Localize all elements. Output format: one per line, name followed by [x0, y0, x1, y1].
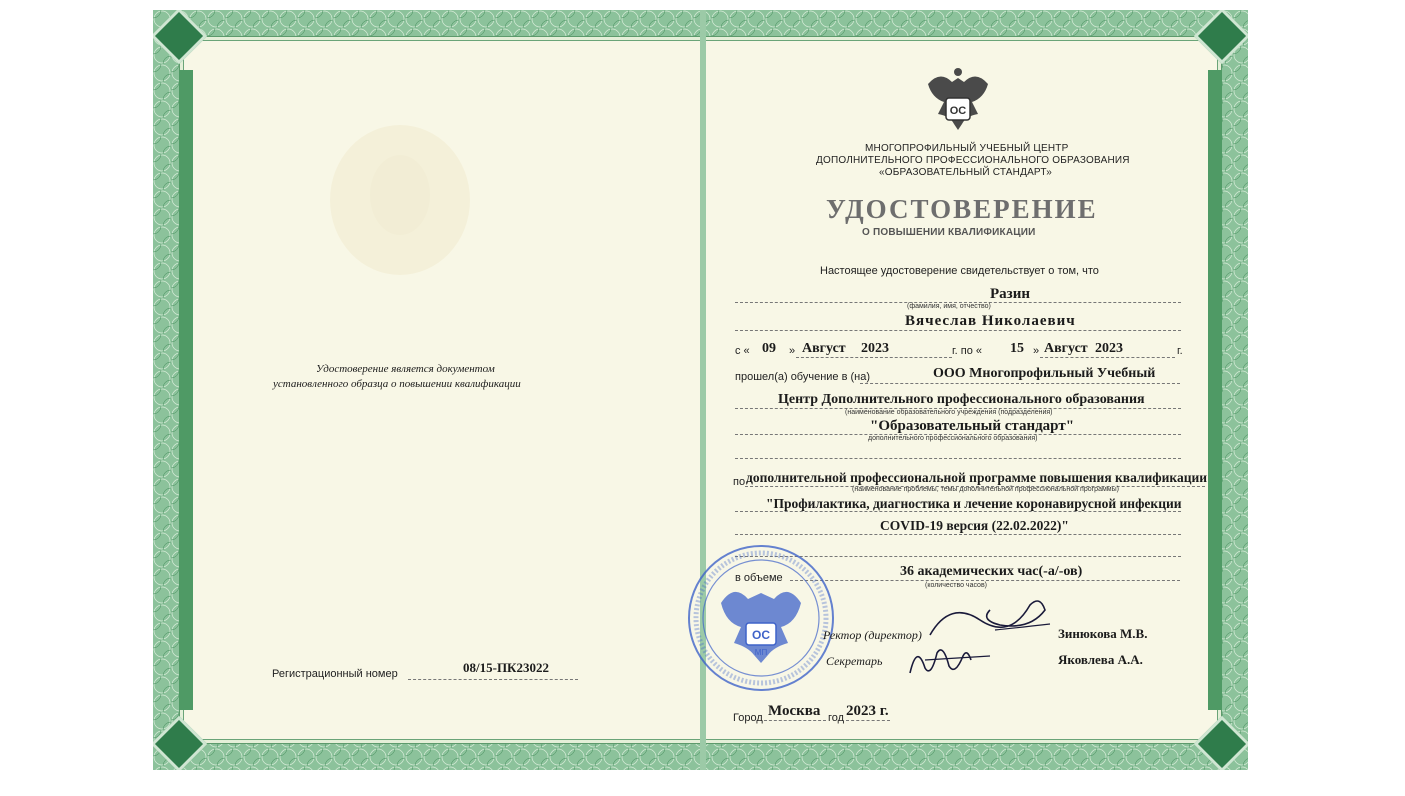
date-to-line: [1040, 357, 1175, 358]
year-line: [846, 720, 890, 721]
program-line-3: COVID-19 версия (22.02.2022)": [880, 518, 1069, 533]
surname-value: Разин: [990, 286, 1030, 302]
reg-number-line: [408, 679, 578, 680]
rector-label: Ректор (директор): [823, 628, 922, 642]
hours-value: 36 академических час(-а/-ов): [900, 564, 1083, 579]
date-from-line: [796, 357, 952, 358]
program-caption: (наименование проблемы, темы дополнительной профессиональной программы): [852, 486, 1119, 493]
city-line: [764, 720, 826, 721]
given-names-value: Вячеслав Николаевич: [905, 313, 1076, 329]
institution-line-1-rule: [860, 383, 1180, 384]
city-label: Город: [733, 712, 763, 724]
right-border-band: [1208, 70, 1222, 710]
rector-name: Зинюкова М.В.: [1058, 626, 1148, 641]
seal-center-text: ОС: [752, 628, 770, 642]
city-value: Москва: [768, 703, 821, 719]
month-from-value: Август: [802, 341, 846, 356]
secretary-signature-icon: [905, 638, 995, 683]
day-to-value: 15: [1010, 341, 1024, 356]
name-caption: (фамилия, имя, отчество): [907, 303, 991, 310]
day-from-close: »: [789, 345, 796, 357]
date-from-prefix: с «: [735, 345, 750, 357]
institution-caption-2: дополнительного профессионального образования): [868, 435, 1038, 442]
year-label: год: [828, 712, 845, 724]
intro-text: Настоящее удостоверение свидетельствует о том, что: [820, 265, 1099, 277]
year-value: 2023 г.: [846, 703, 889, 719]
program-line-1: дополнительной профессиональной программе повышения квалификации: [746, 470, 1208, 485]
year-to-value: 2023: [1095, 341, 1123, 356]
org-line-3: «ОБРАЗОВАТЕЛЬНЫЙ СТАНДАРТ»: [879, 167, 1052, 178]
year-from-value: 2023: [861, 341, 889, 356]
official-seal-icon: [686, 543, 836, 693]
volume-label: в объеме: [735, 572, 783, 584]
day-from-value: 09: [762, 341, 776, 356]
given-names-line: [735, 330, 1181, 331]
program-line-3-rule: [735, 534, 1181, 535]
studied-label: прошел(а) обучение в (на): [735, 371, 871, 383]
month-to-value: Август: [1044, 341, 1088, 356]
hours-caption: (количество часов): [925, 582, 987, 589]
reg-number-label: Регистрационный номер: [272, 668, 398, 680]
hours-line: [790, 580, 1180, 581]
seal-sub-text: МП: [754, 648, 768, 657]
secretary-label: Секретарь: [826, 654, 883, 668]
program-line-2: "Профилактика, диагностика и лечение коронавирусной инфекции: [766, 496, 1182, 511]
reg-number-value: 08/15-ПК23022: [463, 660, 549, 675]
date-to-suffix: г.: [1177, 345, 1183, 357]
document-subtitle: О ПОВЫШЕНИИ КВАЛИФИКАЦИИ: [862, 227, 1036, 238]
program-prefix: по: [733, 476, 746, 488]
watermark-eagle-icon: [320, 110, 480, 280]
institution-line-2: Центр Дополнительного профессионального образования: [778, 392, 1145, 407]
left-note-line-1: Удостоверение является документом: [316, 363, 495, 375]
secretary-name: Яковлева А.А.: [1058, 652, 1143, 667]
blank-line-1: [735, 458, 1181, 459]
institution-line-1: ООО Многопрофильный Учебный: [933, 366, 1156, 381]
double-headed-eagle-icon: [922, 64, 994, 136]
institution-line-3: "Образовательный стандарт": [870, 418, 1075, 434]
program-line-2-rule: [735, 511, 1181, 512]
date-to-prefix: г. по «: [952, 345, 983, 357]
institution-caption-1: (наименование образовательного учреждения (подразделения): [845, 409, 1053, 416]
org-line-1: МНОГОПРОФИЛЬНЫЙ УЧЕБНЫЙ ЦЕНТР: [865, 143, 1069, 154]
org-line-2: ДОПОЛНИТЕЛЬНОГО ПРОФЕССИОНАЛЬНОГО ОБРАЗОВАНИЯ: [816, 155, 1130, 166]
left-border-band: [179, 70, 193, 710]
day-to-close: »: [1033, 345, 1040, 357]
left-note-line-2: установленного образца о повышении квалификации: [273, 378, 521, 390]
document-title: УДОСТОВЕРЕНИЕ: [826, 194, 1098, 224]
emblem-text: ОС: [949, 105, 967, 117]
